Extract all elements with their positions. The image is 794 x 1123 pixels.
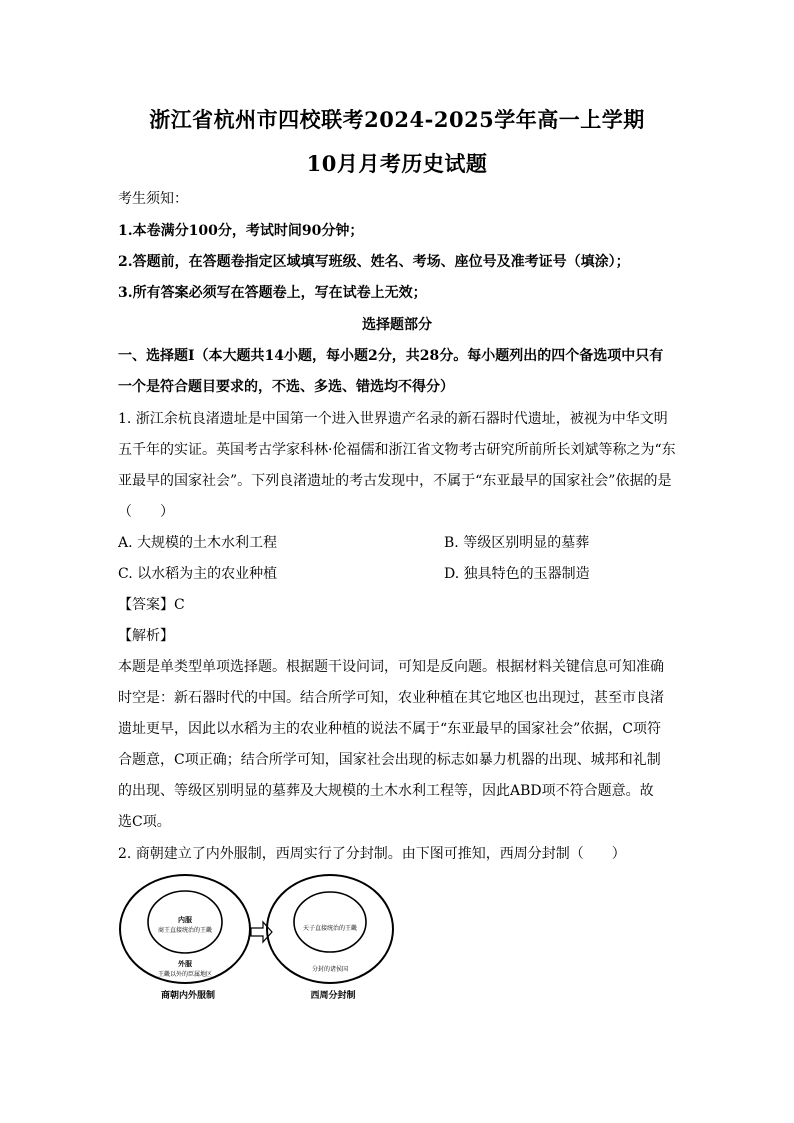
shang-outer-title: 外服: [178, 960, 192, 968]
feudal-system-diagram: [118, 872, 398, 1007]
section-title: 选择题部分: [362, 317, 432, 333]
q1-option-a: A. 大规模的土木水利工程: [118, 535, 278, 551]
q1-stem-line4: （ ）: [118, 504, 174, 520]
q1-analysis-line3: 遗址更早，因此以水稻为主的农业种植的说法不属于“东亚最早的国家社会”依据，C项符: [118, 721, 662, 737]
notice-item-2: 2.答题前，在答题卷指定区域填写班级、姓名、考场、座位号及准考证号（填涂）；: [118, 254, 630, 270]
q1-analysis-line4: 合题意，C项正确；结合所学可知，国家社会出现的标志如暴力机器的出现、城邦和礼制: [118, 752, 661, 768]
zhou-inner-circle: [294, 892, 366, 952]
exam-title-line2: 10月月考历史试题: [306, 151, 488, 176]
q1-option-d: D. 独具特色的玉器制造: [444, 566, 590, 582]
q1-analysis-label: 【解析】: [118, 628, 174, 644]
q1-analysis-line1: 本题是单类型单项选择题。根据题干设问词，可知是反向题。根据材料关键信息可知准确: [118, 659, 664, 675]
shang-inner-title: 内服: [178, 916, 192, 924]
zhou-caption: 西周分封制: [310, 991, 356, 1001]
notice-item-3: 3.所有答案必须写在答题卷上，写在试卷上无效；: [118, 285, 427, 301]
zhou-inner-text: 天子直接统治的王畿: [302, 925, 358, 932]
q1-analysis-line5: 的出现、等级区别明显的墓葬及大规模的土木水利工程等，因此ABD项不符合题意。故: [118, 783, 654, 799]
part1-instruction-line2: 一个是符合题目要求的，不选、多选、错选均不得分）: [118, 379, 454, 395]
q1-stem-line2: 五千年的实证。英国考古学家科林·伦福儒和浙江省文物考古研究所前所长刘斌等称之为“东: [118, 442, 676, 458]
q1-analysis-line2: 时空是：新石器时代的中国。结合所学可知，农业种植在其它地区也出现过，甚至市良渚: [118, 690, 664, 706]
q2-stem: 2. 商朝建立了内外服制，西周实行了分封制。由下图可推知，西周分封制（ ）: [118, 846, 626, 862]
notice-heading: 考生须知：: [118, 191, 188, 207]
q1-option-c: C. 以水稻为主的农业种植: [118, 566, 278, 582]
q1-answer: 【答案】C: [118, 597, 185, 613]
q1-stem-line1: 1. 浙江余杭良渚遗址是中国第一个进入世界遗产名录的新石器时代遗址，被视为中华文明: [118, 411, 668, 427]
notice-item-1: 1.本卷满分100分，考试时间90分钟；: [118, 223, 364, 239]
q1-analysis-line6: 选C项。: [118, 814, 171, 830]
shang-outer-sub: 王畿以外的臣属地区: [157, 971, 213, 978]
exam-title-line1: 浙江省杭州市四校联考2024-2025学年高一上学期: [149, 107, 645, 132]
part1-instruction-line1: 一、选择题Ⅰ（本大题共14小题，每小题2分，共28分。每小题列出的四个备选项中只有: [118, 348, 664, 364]
shang-inner-sub: 商王直接统治的王畿: [157, 927, 213, 934]
shang-caption: 商朝内外服制: [160, 991, 216, 1001]
q1-stem-line3: 亚最早的国家社会”。下列良渚遗址的考古发现中，不属于“东亚最早的国家社会”依据的是: [118, 473, 672, 489]
q1-option-b: B. 等级区别明显的墓葬: [444, 535, 590, 551]
zhou-outer-text: 分封的诸侯国: [311, 966, 349, 973]
